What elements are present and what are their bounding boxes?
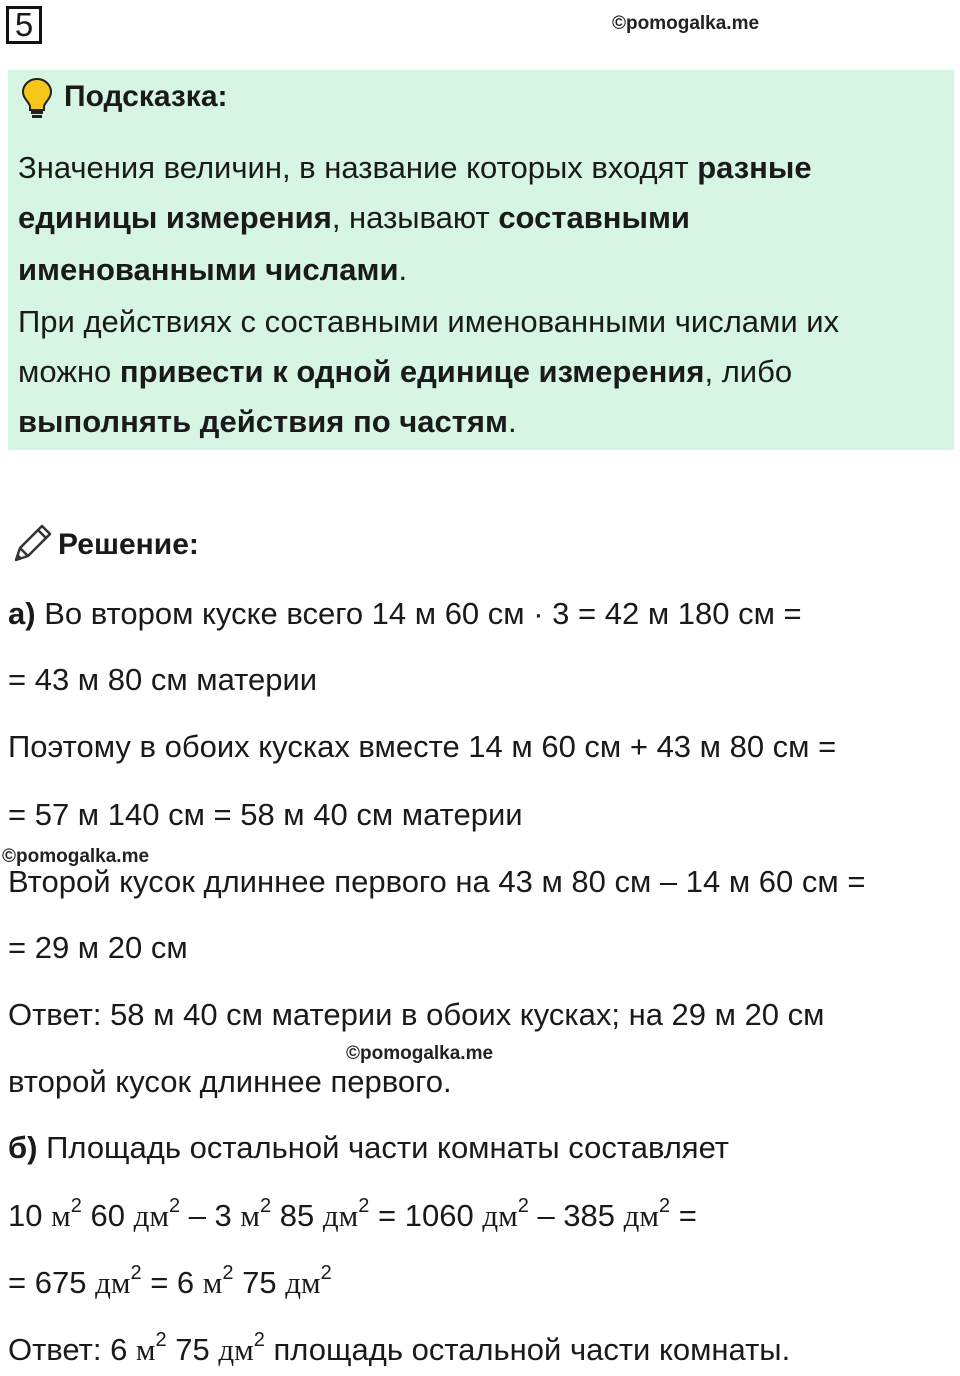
solution-a-answer-1: Ответ: 58 м 40 см материи в обоих кусках; на 29 м 20 см [8, 997, 825, 1032]
hint-line-1: Значения величин, в название которых входят разные [18, 150, 812, 185]
hint-line-5: можно привести к одной единице измерения, либо [18, 354, 793, 389]
watermark-top: ©pomogalka.me [612, 13, 760, 34]
solution-a-answer-2: второй кусок длиннее первого. [8, 1064, 452, 1099]
task-number: 5 [14, 6, 34, 43]
solution-b-line-2: 10 $м^2$ 60 $дм^2 - 3$ $м^2$ 85 $дм^2 = 1060$ $дм^2 - 385$ $дм^2$ = [8, 1195, 697, 1233]
solution-title: Решение: [58, 528, 199, 561]
pencil-icon [10, 522, 54, 566]
solution-a-line-4: = 57 м 140 см = 58 м 40 см материи [8, 797, 523, 832]
solution-a-line-2: = 43 м 80 см материи [8, 662, 318, 697]
solution-b-line-1: б) Площадь остальной части комнаты составляет [8, 1130, 729, 1165]
solution-a-line-6: = 29 м 20 см [8, 930, 188, 965]
hint-line-2: единицы измерения, называют составными [18, 200, 690, 235]
solution-a-line-1: а) Во втором куске всего 14 м 60 см · 3 = 42 м 180 см = [8, 596, 802, 631]
lightbulb-icon [20, 76, 54, 120]
hint-line-4: При действиях с составными именованными числами их [18, 304, 840, 339]
watermark-bottom: ©pomogalka.me [346, 1043, 494, 1064]
solution-b-answer: Ответ: 6 $м^2$ 75 $дм^2$ площадь остальной части комнаты. [8, 1329, 791, 1367]
solution-a-line-3: Поэтому в обоих кусках вместе 14 м 60 см + 43 м 80 см = [8, 729, 837, 764]
task-number-box [6, 6, 42, 44]
hint-line-3: именованными числами. [18, 252, 408, 287]
hint-title: Подсказка: [64, 80, 228, 113]
watermark-middle: ©pomogalka.me [2, 846, 150, 867]
hint-line-6: выполнять действия по частям. [18, 404, 517, 439]
solution-b-line-3: = 675 $дм^2 = 6$ $м^2$ 75 $дм^2$ [8, 1262, 332, 1300]
solution-a-line-5: Второй кусок длиннее первого на 43 м 80 см – 14 м 60 см = [8, 864, 866, 899]
